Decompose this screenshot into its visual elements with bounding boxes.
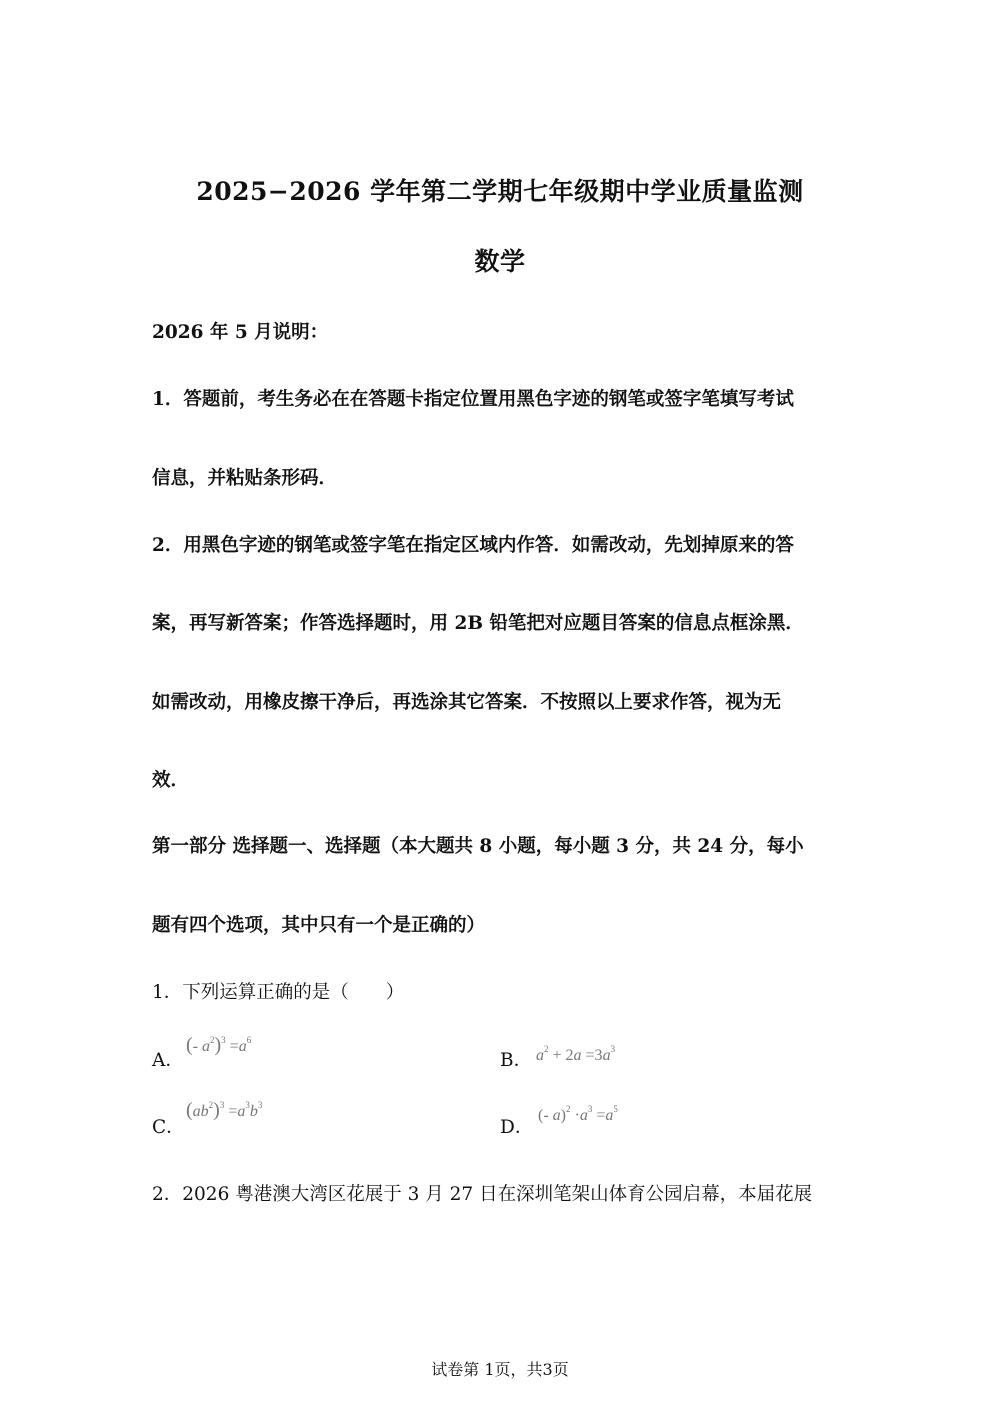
option-c-label: C．: [152, 1117, 185, 1138]
question-1-stem: 1．下列运算正确的是（ ）: [152, 982, 405, 1003]
option-a-expression: (- $a^2)^3 =a^6$: [186, 1034, 252, 1056]
note-2-line-2: 案，再写新答案；作答选择题时，用 2B 铅笔把对应题目答案的信息点框涂黑．: [152, 613, 804, 634]
option-a-label: A．: [152, 1050, 184, 1071]
exam-title: 2025−2026 学年第二学期七年级期中学业质量监测: [196, 177, 804, 206]
note-1-line-1: 1．答题前，考生务必在在答题卡指定位置用黑色字迹的钢笔或签字笔填写考试: [152, 389, 794, 410]
subject-title: 数学: [474, 247, 526, 276]
note-2-line-4: 效．: [152, 770, 190, 791]
section-1-line-1: 第一部分 选择题一、选择题（本大题共 8 小题，每小题 3 分，共 24 分，每小: [152, 836, 804, 857]
note-2-line-1: 2．用黑色字迹的钢笔或签字笔在指定区域内作答．如需改动，先划掉原来的答: [152, 535, 794, 556]
note-2-line-3: 如需改动，用橡皮擦干净后，再选涂其它答案．不按照以上要求作答，视为无: [152, 692, 782, 713]
page-footer: 试卷第 1页，共3页: [431, 1360, 569, 1379]
note-1-line-2: 信息，并粘贴条形码．: [152, 468, 338, 489]
option-c-expression: $(ab^2)^3 =a^3b^3$: [186, 1099, 263, 1121]
section-1-line-2: 题有四个选项，其中只有一个是正确的）: [152, 915, 486, 936]
option-d-expression: (- $a)^2 \cdot a^3 =a^5$: [538, 1104, 618, 1124]
option-b-label: B．: [500, 1050, 533, 1071]
notes-header: 2026 年 5 月说明：: [152, 322, 329, 343]
option-b-expression: $a^2 + 2a =3a^3$: [536, 1044, 616, 1064]
option-d-label: D．: [500, 1117, 534, 1138]
question-2-stem: 2．2026 粤港澳大湾区花展于 3 月 27 日在深圳笔架山体育公园启幕，本届花展: [152, 1184, 813, 1205]
